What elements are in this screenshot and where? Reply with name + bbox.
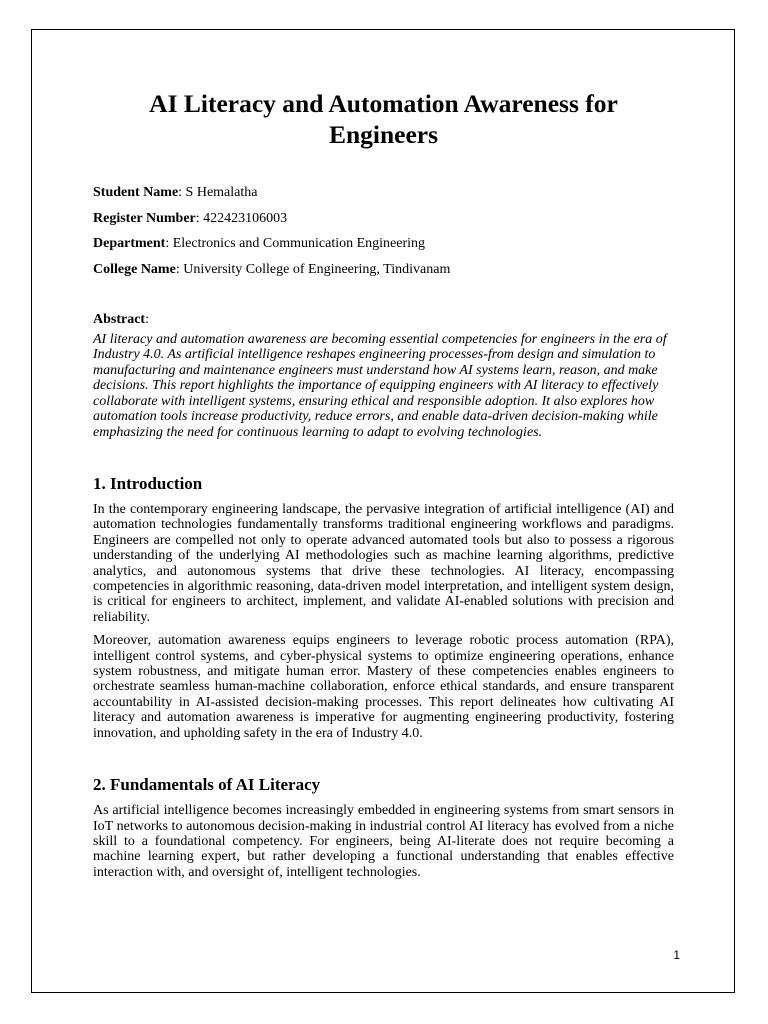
section-heading: 2. Fundamentals of AI Literacy (93, 775, 321, 795)
student-info (93, 184, 674, 278)
paragraph: As artificial intelligence becomes increasingly embedded in engineering systems from smart sensors in IoT networks to autonomous decision-making in industrial control AI literacy has evolved from a niche skill to a foundational competency. For engineers, being AI-literate does not require becoming a machine learning expert, but rather developing a functional understanding that enables effective interaction with, and oversight of, intelligent technologies. (93, 803, 674, 880)
student-name-row (93, 184, 674, 201)
department-label: Department (93, 236, 166, 251)
abstract-label: Abstract (93, 311, 146, 327)
abstract-text: AI literacy and automation awareness are becoming essential competencies for engineers in the era of Industry 4.0. As artificial intelligence reshapes engineering processes-from design and simulation to manufacturing and maintenance engineers must understand how AI systems learn, reason, and make decisions. This report highlights the importance of equipping engineers with AI literacy to effectively collaborate with intelligent systems, ensuring ethical and responsible adoption. It also explores how automation tools increase productivity, reduce errors, and enable data-driven decision-making while emphasizing the need for continuous learning to adapt to evolving technologies. (93, 331, 667, 440)
abstract-section (93, 311, 674, 441)
college-name-value: : University College of Engineering, Tindivanam (175, 261, 451, 277)
department-row (93, 235, 674, 252)
paragraph: Moreover, automation awareness equips engineers to leverage robotic process automation (RPA), intelligent control systems, and cyber-physical systems to optimize engineering operations, enhance system robustness, and mitigate human error. Mastery of these competencies enables engineers to orchestrate seamless human-machine collaboration, enforce ethical standards, and ensure transparent accountability in AI-assisted decision-making processes. This report delineates how cultivating AI literacy and automation awareness is imperative for augmenting engineering productivity, fostering innovation, and upholding safety in the era of Industry 4.0. (93, 633, 674, 741)
section-introduction (93, 474, 674, 741)
student-name-label: Student Name (93, 185, 179, 200)
document-body (93, 88, 674, 880)
student-name-value: : S Hemalatha (178, 185, 258, 200)
page-number: 1 (673, 948, 680, 962)
register-number-row (93, 210, 674, 227)
abstract-heading (93, 311, 674, 328)
department-value: : Electronics and Communication Engineering (165, 236, 426, 251)
register-number-value: : 422423106003 (195, 210, 288, 226)
register-number-label: Register Number (93, 210, 196, 226)
paragraph: In the contemporary engineering landscape, the pervasive integration of artificial intelligence (AI) and automation technologies fundamentally transforms traditional engineering workflows and paradigms. Engineers are compelled not only to operate advanced automated tools but also to possess a rigorous understanding of the underlying AI methodologies such as machine learning algorithms, predictive analytics, and autonomous systems that drive these technologies. AI literacy, encompassing competencies in algorithmic reasoning, data-driven model interpretation, and intelligent system design, is critical for engineers to architect, implement, and validate AI-enabled solutions with precision and reliability. (93, 502, 674, 625)
section-heading: 1. Introduction (93, 474, 203, 493)
college-name-label: College Name (93, 261, 176, 277)
section-fundamentals (93, 775, 674, 880)
document-title: AI Literacy and Automation Awareness for Engineers (149, 89, 618, 149)
abstract-colon: : (145, 311, 149, 327)
college-name-row (93, 261, 674, 278)
